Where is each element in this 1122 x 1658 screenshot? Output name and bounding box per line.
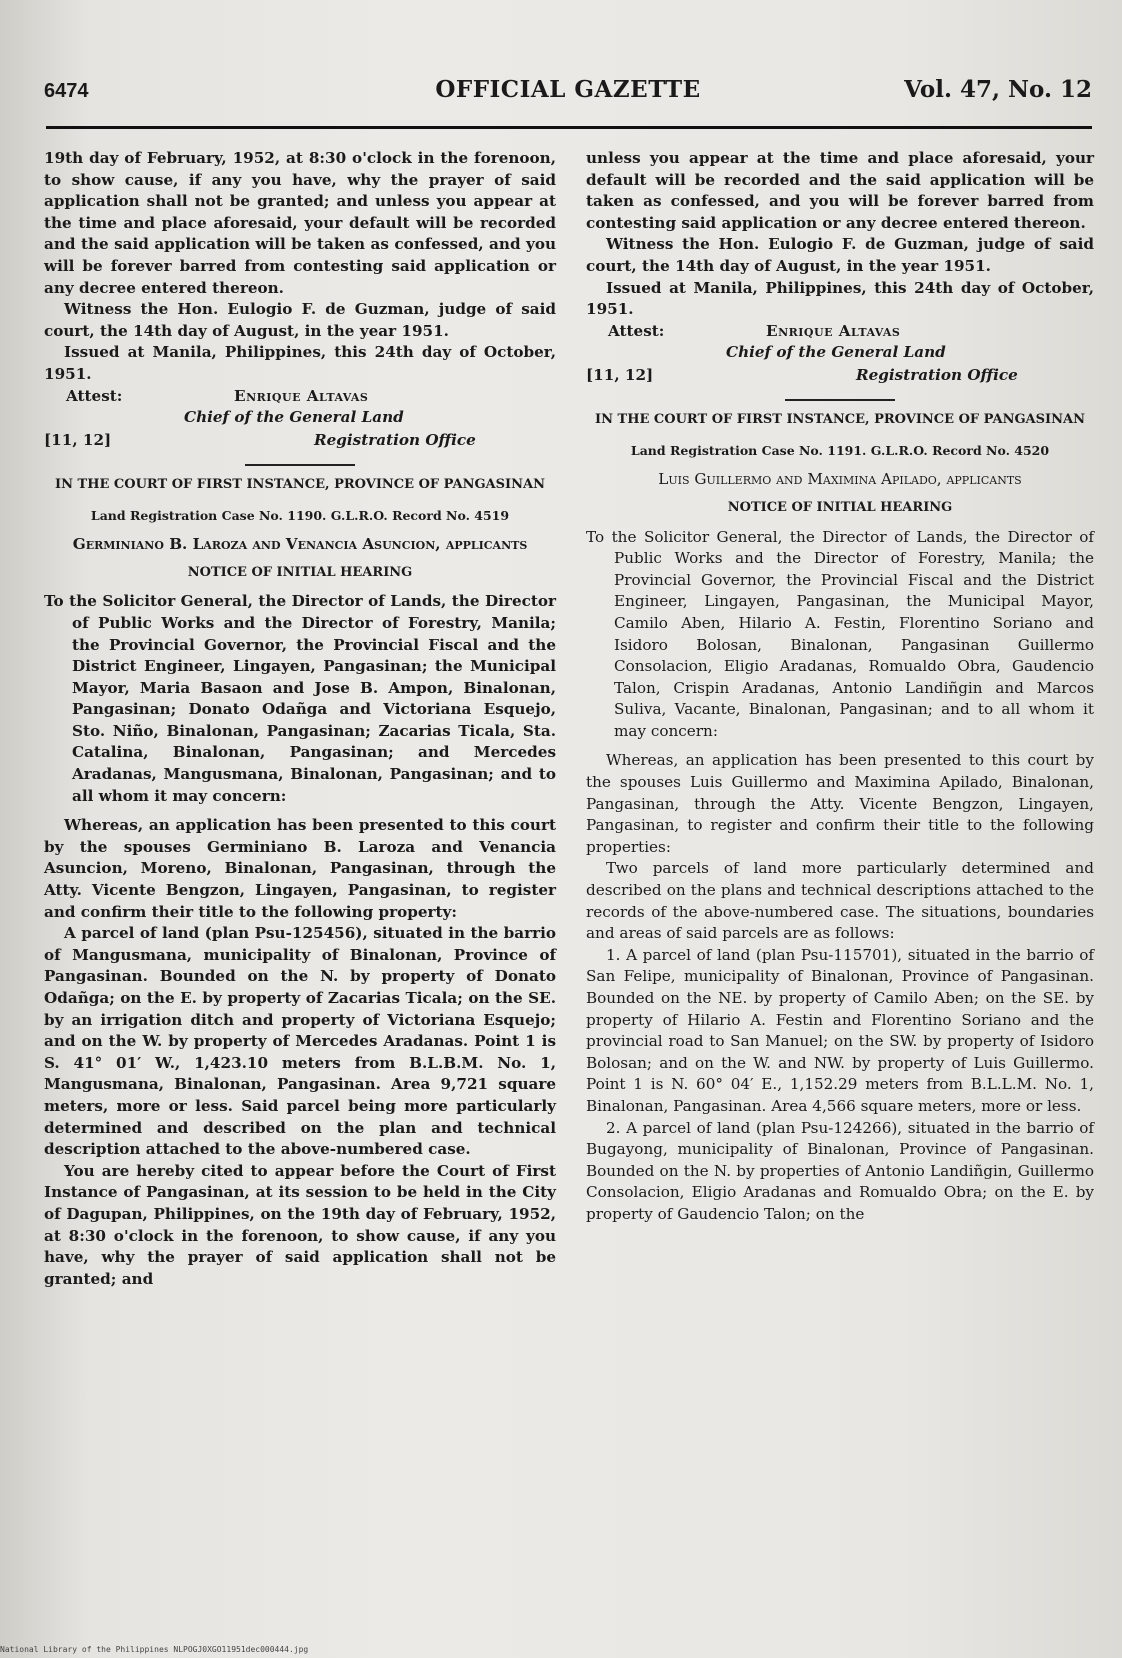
signature-block	[44, 386, 556, 456]
signature-block	[586, 321, 1094, 391]
publication-title: OFFICIAL GAZETTE	[435, 76, 701, 103]
scan-footer: National Library of the Philippines NLPOGJ0XGO11951dec000444.jpg	[0, 1645, 309, 1654]
section-divider	[245, 464, 355, 466]
paragraph: Two parcels of land more particularly determined and described on the plans and technical descriptions attached to the records of the above-numbered case. The situations, boundaries and areas of said parcels are as follows:	[586, 859, 1094, 943]
issued-paragraph: Issued at Manila, Philippines, this 24th day of October, 1951.	[586, 278, 1094, 319]
paragraph: You are hereby cited to appear before the Court of First Instance of Pangasinan, at its session to be held in the City of Dagupan, Philippines, on the 19th day of February, 1952, at 8:30 o'clock in the forenoon, to show cause, if any you have, why the prayer of said application shall not be granted; and	[44, 1161, 556, 1288]
paragraph: 1. A parcel of land (plan Psu-115701), situated in the barrio of San Felipe, municipality of Binalonan, Province of Pangasinan. Bounded on the NE. by property of Camilo Aben; on the SE. by property of Hilario A. Festin and Florentino Soriano and the provincial road to San Manuel; on the SW. by property of Isidoro Bolosan; and on the W. and NW. by property of Luis Guillermo. Point 1 is N. 60° 04′ E., 1,152.29 meters from B.L.L.M. No. 1, Binalonan, Pangasinan. Area 4,566 square meters, more or less.	[586, 945, 1094, 1115]
section-divider	[785, 399, 895, 401]
notice-title: NOTICE OF INITIAL HEARING	[187, 564, 413, 580]
witness-paragraph: Witness the Hon. Eulogio F. de Guzman, judge of said court, the 14th day of August, in the year 1951.	[44, 300, 556, 340]
signatory-title: Chief of the General Land	[726, 342, 946, 361]
left-column	[44, 148, 556, 1618]
paragraph: 19th day of February, 1952, at 8:30 o'clock in the forenoon, to show cause, if any you have, why the prayer of said application shall not be granted; and unless you appear at the time and place aforesaid, your default will be recorded and the said application will be taken as confessed, and you will be forever barred from contesting said application or any decree entered thereon.	[44, 149, 556, 297]
signatory-name: Enrique Altavas	[234, 386, 369, 405]
issue-citation: [11, 12]	[44, 430, 112, 449]
paragraph: unless you appear at the time and place aforesaid, your default will be recorded and the said application will be taken as confessed, and you will be forever barred from contesting said application or any decree entered thereon.	[586, 149, 1094, 232]
notice-address: To the Solicitor General, the Director of Lands, the Director of Public Works and the Director of Forestry, Manila; the Provincial Governor, the Provincial Fiscal and the District Engineer, Lingayen, Pangasinan; the Municipal Mayor, Maria Basaon and Jose B. Ampon, Binalonan, Pangasinan; Donato Odañga and Victoriana Esquejo, Sto. Niño, Binalonan, Pangasinan; Zacarias Ticala, Sta. Catalina, Binalonan, Pangasinan; and Mercedes Aradanas, Mangusmana, Binalonan, Pangasinan; and to all whom it may concern:	[44, 592, 556, 805]
applicants: Luis Guillermo and Maximina Apilado, applicants	[658, 470, 1022, 489]
court-heading: IN THE COURT OF FIRST INSTANCE, PROVINCE OF PANGASINAN	[55, 476, 545, 492]
page-number: 6474	[44, 80, 89, 102]
header-rule	[46, 126, 1092, 129]
notice-title: NOTICE OF INITIAL HEARING	[727, 499, 953, 515]
issue-citation: [11, 12]	[586, 365, 654, 384]
paragraph: Whereas, an application has been presented to this court by the spouses Luis Guillermo and Maximina Apilado, Binalonan, Pangasinan, through the Atty. Vicente Bengzon, Lingayen, Pangasinan, to register and confirm their title to the following properties:	[586, 751, 1094, 856]
signatory-title: Chief of the General Land	[184, 407, 404, 426]
case-number: Land Registration Case No. 1190. G.L.R.O. Record No. 4519	[90, 507, 510, 523]
signatory-office: Registration Office	[856, 365, 1018, 384]
paragraph: A parcel of land (plan Psu-125456), situated in the barrio of Mangusmana, municipality of Binalonan, Province of Pangasinan. Bounded on the N. by property of Donato Odañga; on the E. by property of Zacarias Ticala; on the SE. by an irrigation ditch and property of Victoriana Esquejo; and on the W. by property of Mercedes Aradanas. Point 1 is S. 41° 01′ W., 1,423.10 meters from B.L.B.M. No. 1, Mangusmana, Binalonan, Pangasinan. Area 9,721 square meters, more or less. Said parcel being more particularly determined and described on the plan and technical description attached to the above-numbered case.	[44, 924, 556, 1159]
signatory-name: Enrique Altavas	[766, 321, 901, 340]
page-header	[44, 72, 1092, 116]
attest-label: Attest:	[608, 321, 665, 340]
paragraph: 2. A parcel of land (plan Psu-124266), situated in the barrio of Bugayong, municipality of Binalonan, Province of Pangasinan. Bounded on the N. by properties of Antonio Landiñgin, Guillermo Consolacion, Eligio Aradanas and Romualdo Obra; on the E. by property of Gaudencio Talon; on the	[586, 1118, 1094, 1223]
attest-label: Attest:	[66, 386, 123, 405]
court-heading: IN THE COURT OF FIRST INSTANCE, PROVINCE OF PANGASINAN	[595, 411, 1085, 427]
case-number: Land Registration Case No. 1191. G.L.R.O. Record No. 4520	[630, 442, 1050, 458]
issued-paragraph: Issued at Manila, Philippines, this 24th day of October, 1951.	[44, 343, 556, 383]
signatory-office: Registration Office	[314, 430, 476, 449]
right-column	[586, 148, 1094, 1618]
volume-number: Vol. 47, No. 12	[904, 76, 1092, 103]
applicants: Germiniano B. Laroza and Venancia Asuncion, applicants	[72, 535, 528, 554]
paragraph: Whereas, an application has been presented to this court by the spouses Germiniano B. Laroza and Venancia Asuncion, Moreno, Binalonan, Pangasinan, through the Atty. Vicente Bengzon, Lingayen, Pangasinan, to register and confirm their title to the following property:	[44, 816, 556, 921]
witness-paragraph: Witness the Hon. Eulogio F. de Guzman, judge of said court, the 14th day of August, in the year 1951.	[586, 235, 1094, 275]
notice-address: To the Solicitor General, the Director of Lands, the Director of Public Works and the Director of Forestry, Manila; the Provincial Governor, the Provincial Fiscal and the District Engineer, Lingayen, Pangasinan, the Municipal Mayor, Camilo Aben, Hilario A. Festin, Florentino Soriano and Isidoro Bolosan, Binalonan, Pangasinan Guillermo Consolacion, Eligio Aradanas, Romualdo Obra, Gaudencio Talon, Crispin Aradanas, Antonio Landiñgin and Marcos Suliva, Vacante, Binalonan, Pangasinan; and to all whom it may concern:	[586, 527, 1094, 740]
